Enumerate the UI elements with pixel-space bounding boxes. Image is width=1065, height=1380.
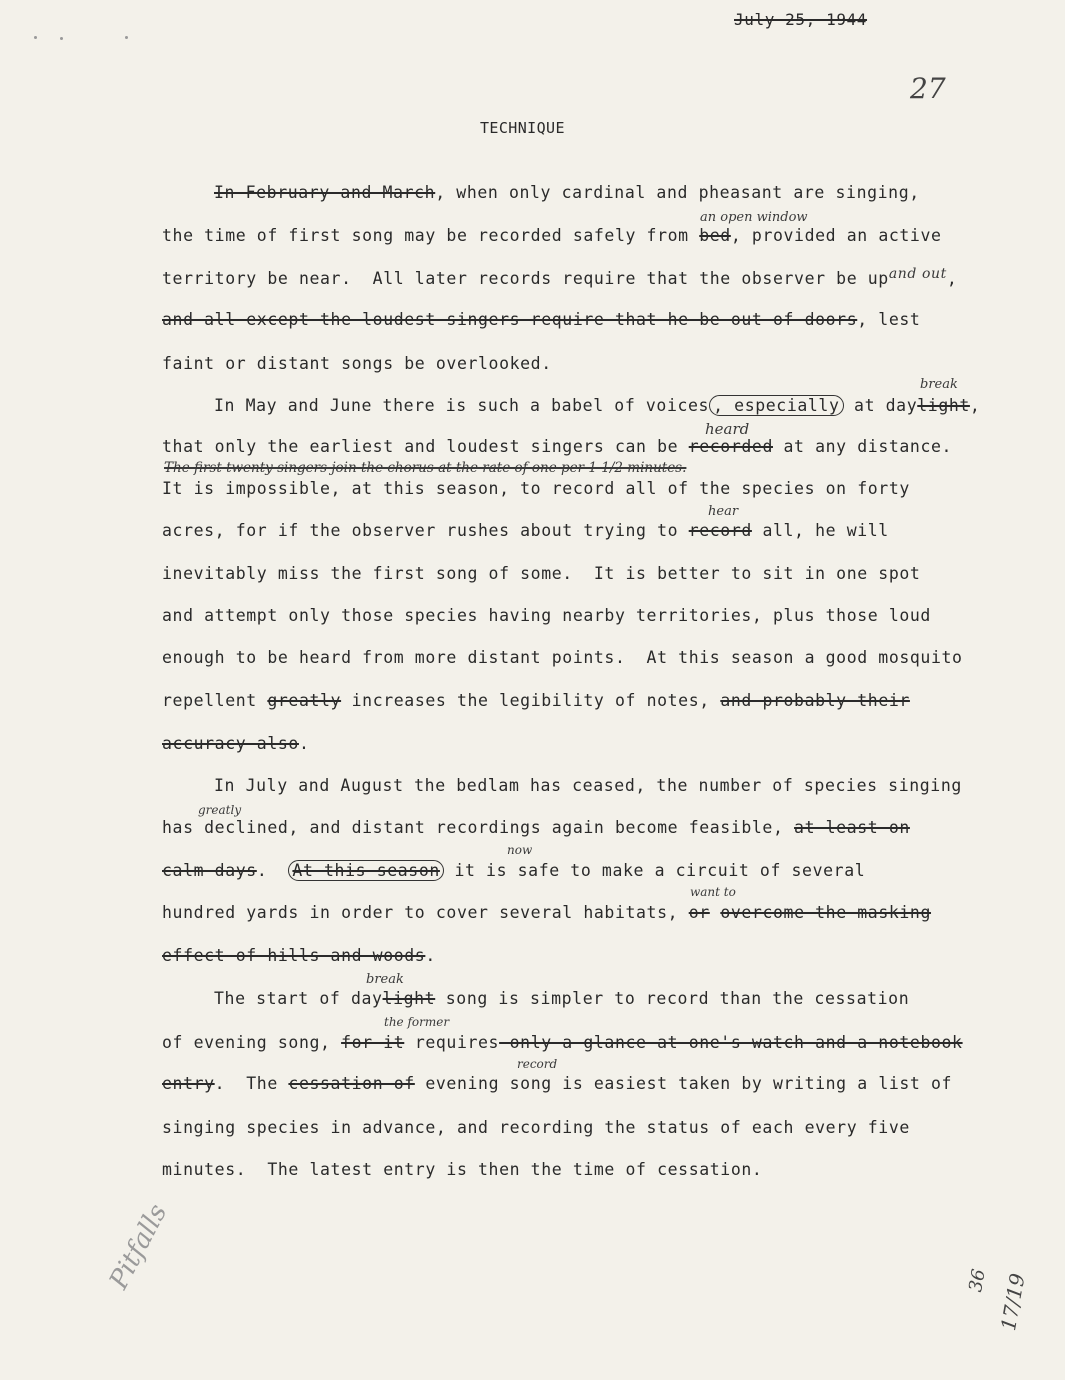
struck-text: cessation of (288, 1074, 415, 1093)
text-line-20: effect of hills and woods. (162, 946, 436, 965)
text-line-5: faint or distant songs be overlooked. (162, 354, 552, 373)
handwritten-insert: greatly (198, 803, 242, 817)
text-line-23: entry. The cessation of evening song is easiest taken by writing a list of (162, 1074, 953, 1093)
text-line-6: In May and June there is such a babel of voices , especially at daylight, (214, 396, 981, 415)
handwritten-insert: break (366, 972, 404, 987)
handwritten-insert: record (517, 1057, 558, 1071)
text-line-12: and attempt only those species having nearby territories, plus those loud (162, 606, 931, 625)
handwritten-insert: want to (690, 885, 736, 899)
text-line-10: acres, for if the observer rushes about trying to record all, he will (162, 521, 889, 540)
struck-text: accuracy also (162, 734, 299, 753)
margin-note: Pitfalls (104, 1199, 174, 1295)
handwritten-insert: break (920, 377, 958, 392)
text-line-19: hundred yards in order to cover several habitats, or overcome the masking (162, 903, 932, 922)
struck-text: light (382, 989, 436, 1008)
text-line-25: minutes. The latest entry is then the time of cessation. (162, 1160, 763, 1179)
struck-text: greatly (267, 691, 342, 710)
text-line-14: repellent greatly increases the legibility of notes, and probably their (162, 691, 910, 710)
struck-text: for it (341, 1033, 405, 1052)
handwritten-insert: now (507, 843, 533, 857)
handwritten-insert: heard (705, 420, 750, 438)
text-line-4: and all except the loudest singers require that he be out-of-doors, lest (162, 310, 921, 329)
struck-text: calm days (162, 861, 257, 880)
circled-text: At this season (288, 860, 443, 881)
text-line-18: calm days. At this season it is safe to make a circuit of several (162, 861, 866, 880)
struck-text: bed (699, 226, 731, 245)
struck-text: recorded (688, 437, 773, 456)
date-header: July 25, 1944 (734, 10, 868, 29)
text-line-24: singing species in advance, and recording the status of each every five (162, 1118, 910, 1137)
struck-text: record (688, 521, 752, 540)
scan-speck (34, 36, 37, 39)
text-line-15: accuracy also. (162, 734, 310, 753)
handwritten-insert: hear (708, 504, 739, 519)
circled-text: , especially (709, 395, 843, 416)
handwritten-insert: and out (888, 266, 947, 282)
text-line-3: territory be near. All later records require that the observer be $up^{and out}$, (162, 266, 958, 288)
struck-text: overcome the masking (720, 903, 932, 922)
text-line-16: In July and August the bedlam has ceased, the number of species singing (214, 776, 962, 795)
text-line-9: It is impossible, at this season, to record all of the species on forty (162, 479, 910, 498)
struck-text: or (688, 903, 710, 922)
page-title: TECHNIQUE (480, 119, 565, 137)
text-line-22: of evening song, for it requires only a glance at one's watch and a notebook (162, 1033, 963, 1052)
struck-text: effect of hills and woods (162, 946, 426, 965)
text-line-21: The start of daylight song is simpler to record than the cessation (214, 989, 910, 1008)
struck-text: and all except the loudest singers require that he be out-of-doors (162, 310, 858, 329)
text-line-11: inevitably miss the first song of some. It is better to sit in one spot (162, 564, 921, 583)
corner-note-top: 36 (965, 1267, 990, 1294)
text-line-2: the time of first song may be recorded safely from bed, provided an active (162, 226, 942, 245)
scan-speck (125, 36, 128, 39)
page-number: 27 (910, 72, 946, 105)
text-line-17: has declined, and distant recordings again become feasible, at least on (162, 818, 910, 837)
struck-text: only a glance at one's watch and a notebook (499, 1033, 963, 1052)
text-line-1: In February and March, when only cardinal and pheasant are singing, (214, 183, 920, 202)
handwritten-insert: the former (384, 1015, 450, 1029)
scan-speck (60, 37, 63, 40)
struck-text: entry (162, 1074, 215, 1093)
struck-text: and probably their (720, 691, 910, 710)
corner-note-bottom: 17/19 (995, 1271, 1030, 1333)
struck-text: at least on (794, 818, 910, 837)
struck-text: light (917, 396, 970, 415)
text-line-13: enough to be heard from more distant points. At this season a good mosquito (162, 648, 963, 667)
text-line-7: that only the earliest and loudest singers can be recorded at any distance. (162, 437, 953, 456)
handwritten-struck-line: The first twenty singers join the chorus at the rate of one per 1 1/2 minutes. (164, 460, 687, 476)
handwritten-insert: an open window (700, 210, 808, 225)
struck-text: In February and March (214, 183, 436, 202)
